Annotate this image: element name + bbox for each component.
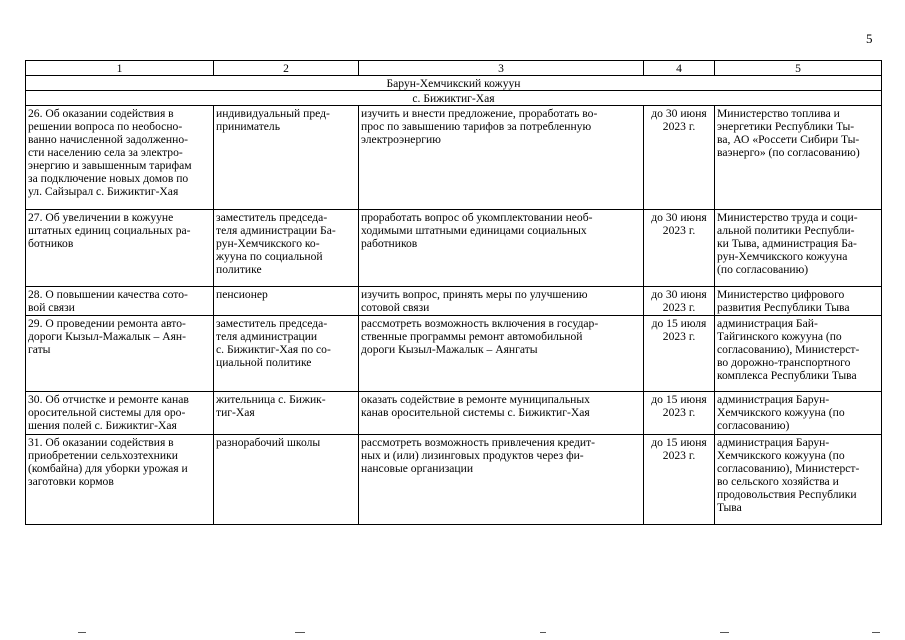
column-number-header: 5	[715, 61, 882, 76]
scan-dash	[872, 632, 880, 633]
action-cell: рассмотреть возможность включения в государ- ственные программы ремонт автомобильной дороги Кызыл-Мажалык – Аянгаты	[359, 316, 644, 392]
settlement-heading: с. Бижиктиг-Хая	[26, 91, 882, 106]
responsible-cell: администрация Бай- Тайгинского кожууна (по согласованию), Министерст- во дорожно-транспортного комплекса Республики Тыва	[715, 316, 882, 392]
table-row	[26, 106, 882, 210]
responsible-cell: администрация Барун- Хемчикского кожууна (по согласованию)	[715, 392, 882, 435]
deadline-cell: до 30 июня 2023 г.	[644, 106, 715, 210]
action-cell: проработать вопрос об укомплектовании необ- ходимыми штатными единицами социальных работников	[359, 210, 644, 287]
settlement-row	[26, 91, 882, 106]
issue-cell: 26. Об оказании содействия в решении вопроса по необосно- ванно начисленной задолженно- сти населению села за электро- энергию и завышенным тарифам за подключение новых домов по ул. Сайзырал с. Бижиктиг-Хая	[26, 106, 214, 210]
table-row	[26, 435, 882, 525]
scan-artifacts	[0, 628, 905, 640]
issue-cell: 30. Об отчистке и ремонте канав оросительной системы для оро- шения полей с. Бижиктиг-Хая	[26, 392, 214, 435]
table-row	[26, 316, 882, 392]
issue-cell: 29. О проведении ремонта авто- дороги Кызыл-Мажалык – Аян- гаты	[26, 316, 214, 392]
column-number-row	[26, 61, 882, 76]
column-number-header: 1	[26, 61, 214, 76]
responsible-cell: администрация Барун- Хемчикского кожууна (по согласованию), Министерст- во сельского хозяйства и продовольствия Республики Тыва	[715, 435, 882, 525]
responsible-cell: Министерство топлива и энергетики Республики Ты- ва, АО «Россети Сибири Ты- ваэнерго» (по согласованию)	[715, 106, 882, 210]
action-cell: оказать содействие в ремонте муниципальных канав оросительной системы с. Бижиктиг-Хая	[359, 392, 644, 435]
district-row	[26, 76, 882, 91]
action-cell: рассмотреть возможность привлечения кредит- ных и (или) лизинговых продуктов через фи- нансовые организации	[359, 435, 644, 525]
column-number-header: 2	[214, 61, 359, 76]
applicant-cell: жительница с. Бижик- тиг-Хая	[214, 392, 359, 435]
action-cell: изучить и внести предложение, проработать во- прос по завышению тарифов за потребленную электроэнергию	[359, 106, 644, 210]
table-row	[26, 210, 882, 287]
applicant-cell: заместитель председа- теля администрации с. Бижиктиг-Хая по со- циальной политике	[214, 316, 359, 392]
deadline-cell: до 15 июня 2023 г.	[644, 392, 715, 435]
issue-cell: 31. Об оказании содействия в приобретении сельхозтехники (комбайна) для уборки урожая и заготовки кормов	[26, 435, 214, 525]
applicant-cell: индивидуальный пред- приниматель	[214, 106, 359, 210]
deadline-cell: до 30 июня 2023 г.	[644, 210, 715, 287]
deadline-cell: до 15 июня 2023 г.	[644, 435, 715, 525]
applicant-cell: заместитель председа- теля администрации Ба- рун-Хемчикского ко- жууна по социальной политике	[214, 210, 359, 287]
scan-dash	[78, 632, 86, 633]
district-heading: Барун-Хемчикский кожуун	[26, 76, 882, 91]
deadline-cell: до 30 июня 2023 г.	[644, 287, 715, 316]
table-row	[26, 392, 882, 435]
scan-dash	[720, 632, 729, 633]
applicant-cell: разнорабочий школы	[214, 435, 359, 525]
scan-dash	[540, 632, 546, 633]
responsible-cell: Министерство труда и соци- альной политики Республи- ки Тыва, администрация Ба- рун-Хемчикского кожууна (по согласованию)	[715, 210, 882, 287]
deadline-cell: до 15 июля 2023 г.	[644, 316, 715, 392]
table-row	[26, 287, 882, 316]
column-number-header: 3	[359, 61, 644, 76]
column-number-header: 4	[644, 61, 715, 76]
applicant-cell: пенсионер	[214, 287, 359, 316]
issue-cell: 27. Об увеличении в кожууне штатных единиц социальных ра- ботников	[26, 210, 214, 287]
scan-dash	[295, 632, 305, 633]
issue-cell: 28. О повышении качества сото- вой связи	[26, 287, 214, 316]
responsible-cell: Министерство цифрового развития Республики Тыва	[715, 287, 882, 316]
action-cell: изучить вопрос, принять меры по улучшению сотовой связи	[359, 287, 644, 316]
measures-table	[25, 60, 882, 525]
page-number: 5	[866, 31, 873, 46]
